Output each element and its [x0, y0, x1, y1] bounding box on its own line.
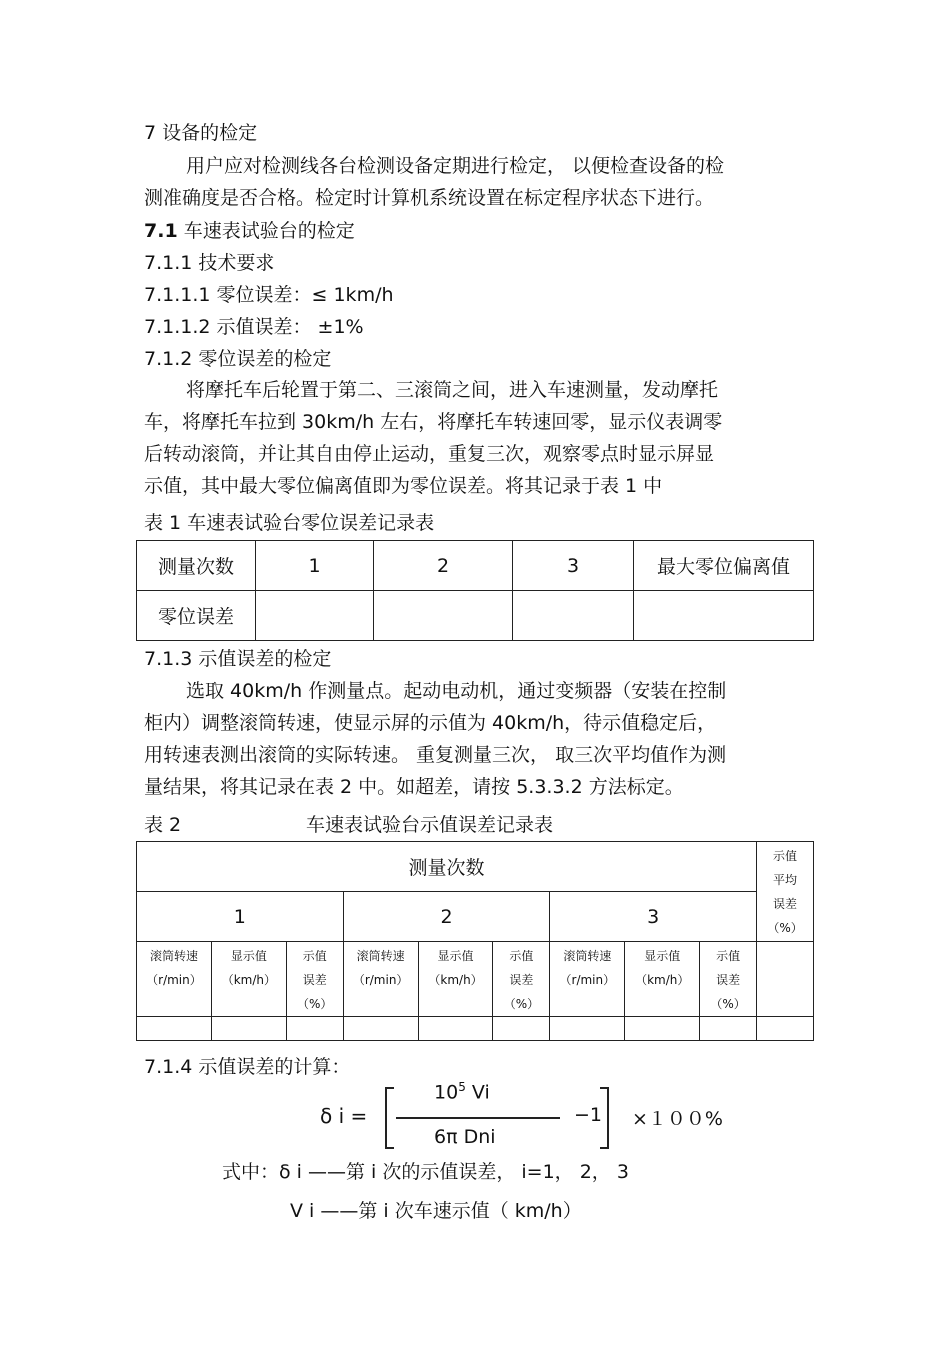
table-cell: [625, 1017, 700, 1041]
formula-denominator: 6π Dni: [434, 1126, 496, 1148]
section-title-text: 车速表试验台的检定: [177, 220, 355, 242]
numerator-base: 10: [434, 1081, 459, 1104]
header-text: 平均: [773, 872, 798, 887]
header-text: 误差: [716, 973, 741, 987]
sub-header-cell: [493, 942, 550, 1017]
table-cell: [418, 1017, 493, 1041]
sub-header-cell: [418, 942, 493, 1017]
table-cell: [211, 1017, 286, 1041]
table-cell: [634, 591, 814, 641]
header-text: （%）: [297, 997, 333, 1011]
subsection-7-1-1: 7.1.1 技术要求: [144, 252, 275, 274]
sub-header-cell: [137, 942, 212, 1017]
table1-caption: 表 1 车速表试验台零位误差记录表: [144, 512, 435, 534]
section-title: 7 设备的检定: [144, 122, 258, 144]
table-header-cell: 测量次数: [137, 842, 757, 892]
header-text: （%）: [503, 997, 540, 1011]
header-text: 显示值: [644, 949, 681, 963]
sub-header-cell: [286, 942, 343, 1017]
group-header: 3: [550, 892, 757, 942]
table-header-cell: 3: [513, 541, 634, 591]
indication-error-table: [136, 841, 814, 1041]
section-number: 7.1: [144, 220, 178, 242]
header-text: （r/min）: [146, 973, 202, 987]
table-cell: [256, 591, 374, 641]
sub-header-cell: [211, 942, 286, 1017]
sub-header-cell: [550, 942, 625, 1017]
header-text: 误差: [509, 973, 534, 987]
paragraph-line: 选取 40km/h 作测量点。起动电动机，通过变频器（安装在控制: [186, 680, 727, 702]
header-text: 示值: [773, 848, 798, 863]
paragraph-line: 量结果，将其记录在表 2 中。如超差，请按 5.3.3.2 方法标定。: [144, 776, 684, 798]
paragraph-line: 后转动滚筒，并让其自由停止运动，重复三次，观察零点时显示屏显: [144, 443, 715, 465]
subsection-7-1-4: 7.1.4 示值误差的计算：: [144, 1056, 351, 1078]
table-row: [137, 541, 814, 591]
subsection-7-1-3: 7.1.3 示值误差的检定: [144, 648, 332, 670]
subsection-7-1-2: 7.1.2 零位误差的检定: [144, 348, 332, 370]
group-header: 2: [343, 892, 550, 942]
paragraph-line: 柜内）调整滚筒转速，使显示屏的示值为 40km/h，待示值稳定后，: [144, 712, 717, 734]
header-text: （%）: [710, 997, 746, 1011]
header-text: （r/min）: [559, 973, 616, 987]
paragraph-line: 车，将摩托车拉到 30km/h 左右，将摩托车转速回零，显示仪表调零: [144, 411, 723, 433]
table-header-cell: 最大零位偏离值: [634, 541, 814, 591]
table-cell: [343, 1017, 418, 1041]
table-row: [137, 842, 814, 892]
formula-where-line: 式中：δ i ——第 i 次的示值误差， i=1， 2， 3: [222, 1161, 629, 1183]
indication-error-spec: 7.1.1.2 示值误差： ±1%: [144, 316, 364, 338]
table-cell: [286, 1017, 343, 1041]
intro-line: 用户应对检测线各台检测设备定期进行检定， 以便检查设备的检: [186, 155, 725, 177]
header-text: 示值: [716, 949, 741, 963]
zero-error-table: [136, 540, 814, 641]
table-cell: [374, 591, 513, 641]
paragraph-line: 示值，其中最大零位偏离值即为零位误差。将其记录于表 1 中: [144, 475, 663, 497]
numerator-variable: Vi: [465, 1081, 490, 1104]
zero-error-spec: 7.1.1.1 零位误差：≤ 1km/h: [144, 284, 394, 306]
table-cell: [700, 1017, 757, 1041]
header-text: （km/h）: [221, 973, 276, 987]
header-text: 显示值: [437, 949, 474, 963]
header-text: 滚筒转速: [149, 949, 198, 963]
paragraph-line: 将摩托车后轮置于第二、三滚筒之间，进入车速测量，发动摩托: [186, 379, 719, 401]
table-cell: [137, 1017, 212, 1041]
header-text: 滚筒转速: [356, 949, 405, 963]
formula-times: ×１００%: [632, 1108, 723, 1130]
header-text: 滚筒转速: [563, 949, 612, 963]
table-header-cell: 1: [256, 541, 374, 591]
formula-where-line: V i ——第 i 次车速示值（ km/h）: [290, 1200, 582, 1222]
formula-lhs: δ i =: [320, 1104, 368, 1128]
header-text: 示值: [302, 949, 327, 963]
header-text: （r/min）: [352, 973, 409, 987]
table-row: [137, 591, 814, 641]
table-header-cell: 2: [374, 541, 513, 591]
header-text: 显示值: [230, 949, 267, 963]
table-cell: 零位误差: [137, 591, 256, 641]
numerator-exponent: 5: [458, 1080, 466, 1094]
header-text: 误差: [302, 973, 327, 987]
header-text: （km/h）: [635, 973, 690, 987]
header-text: （km/h）: [428, 973, 483, 987]
table-row: [137, 892, 814, 942]
sub-header-cell: [625, 942, 700, 1017]
group-header: 1: [137, 892, 344, 942]
table-cell: [550, 1017, 625, 1041]
table2-caption-number: 表 2: [144, 814, 182, 836]
header-text: 示值: [509, 949, 534, 963]
table-cell: [493, 1017, 550, 1041]
subsection-7-1: [144, 218, 355, 244]
sub-header-cell: [700, 942, 757, 1017]
avg-error-header: [757, 842, 814, 942]
table-cell: [757, 1017, 814, 1041]
error-formula: [320, 1078, 750, 1158]
table2-caption-title: 车速表试验台示值误差记录表: [306, 814, 554, 836]
header-text: 误差: [773, 896, 798, 911]
table-row: [137, 1017, 814, 1041]
formula-minus-one: −1: [574, 1104, 603, 1126]
table-header-cell: 测量次数: [137, 541, 256, 591]
formula-numerator: [434, 1080, 490, 1103]
header-text: （%）: [767, 920, 803, 935]
table-cell: [513, 591, 634, 641]
table-cell: [757, 942, 814, 1017]
paragraph-line: 用转速表测出滚筒的实际转速。 重复测量三次， 取三次平均值作为测: [144, 744, 727, 766]
intro-line: 测准确度是否合格。检定时计算机系统设置在标定程序状态下进行。: [144, 187, 715, 209]
sub-header-cell: [343, 942, 418, 1017]
table-row: [137, 942, 814, 1017]
